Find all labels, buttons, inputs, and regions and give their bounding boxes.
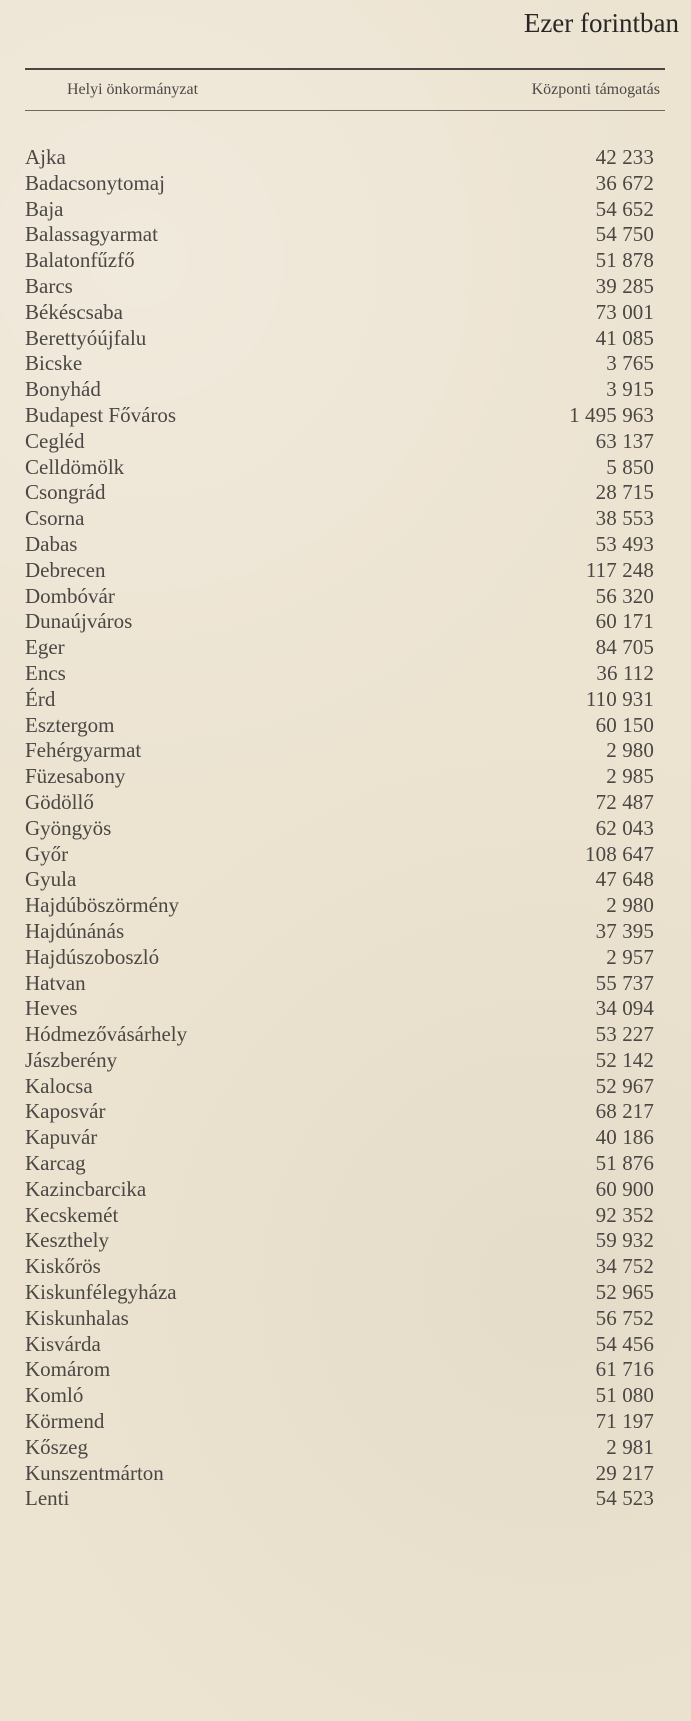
municipality-name: Hódmezővásárhely — [25, 1022, 188, 1047]
table-row — [25, 945, 654, 971]
support-value: 2 957 — [606, 944, 654, 969]
municipality-name: Heves — [25, 996, 78, 1021]
municipality-name: Hajdúszoboszló — [25, 944, 160, 969]
table-row — [25, 506, 654, 532]
municipality-name: Esztergom — [25, 712, 115, 737]
municipality-name: Füzesabony — [25, 764, 126, 789]
municipality-name: Kazincbarcika — [25, 1176, 147, 1201]
table-row — [25, 197, 654, 223]
support-value: 52 142 — [595, 1047, 654, 1072]
municipality-name: Dunaújváros — [25, 609, 133, 634]
municipality-name: Lenti — [25, 1486, 70, 1511]
municipality-name: Celldömölk — [25, 454, 125, 479]
table-row — [25, 1151, 654, 1177]
support-value: 54 750 — [595, 222, 654, 247]
table-row — [25, 687, 654, 713]
support-value: 2 980 — [606, 893, 654, 918]
table-row — [25, 1306, 654, 1332]
support-value: 108 647 — [585, 841, 654, 866]
municipality-name: Encs — [25, 660, 66, 685]
municipality-name: Bonyhád — [25, 377, 101, 402]
support-value: 60 150 — [595, 712, 654, 737]
support-value: 59 932 — [595, 1228, 654, 1253]
municipality-name: Kisvárda — [25, 1331, 101, 1356]
support-value: 68 217 — [595, 1099, 654, 1124]
table-row — [25, 1177, 654, 1203]
table-row — [25, 1074, 654, 1100]
table-row — [25, 1203, 654, 1229]
support-value: 2 985 — [606, 764, 654, 789]
municipality-name: Jászberény — [25, 1047, 118, 1072]
support-value: 61 716 — [595, 1357, 654, 1382]
municipality-name: Győr — [25, 841, 69, 866]
table-row — [25, 532, 654, 558]
table-row — [25, 145, 654, 171]
municipality-name: Eger — [25, 635, 65, 660]
municipality-name: Dombóvár — [25, 583, 115, 608]
table-row — [25, 1435, 654, 1461]
support-value: 71 197 — [595, 1409, 654, 1434]
municipality-name: Kiskunhalas — [25, 1305, 129, 1330]
support-value: 28 715 — [595, 480, 654, 505]
table-row — [25, 1048, 654, 1074]
table-row — [25, 300, 654, 326]
table-row — [25, 1099, 654, 1125]
support-value: 51 080 — [595, 1383, 654, 1408]
table-row — [25, 248, 654, 274]
table-row — [25, 1383, 654, 1409]
column-header-central-support: Központi támogatás — [531, 81, 660, 98]
municipality-name: Keszthely — [25, 1228, 109, 1253]
municipality-name: Kecskemét — [25, 1202, 119, 1227]
municipality-name: Kiskőrös — [25, 1254, 101, 1279]
municipality-name: Barcs — [25, 273, 73, 298]
support-value: 54 652 — [595, 196, 654, 221]
table-row — [25, 1254, 654, 1280]
table-row — [25, 558, 654, 584]
table-row — [25, 377, 654, 403]
support-value: 40 186 — [595, 1125, 654, 1150]
table-row — [25, 893, 654, 919]
table-row — [25, 1486, 654, 1512]
municipality-name: Bicske — [25, 351, 83, 376]
municipality-name: Komárom — [25, 1357, 111, 1382]
support-value: 36 672 — [595, 170, 654, 195]
municipality-name: Debrecen — [25, 557, 106, 582]
municipality-name: Érd — [25, 686, 56, 711]
table-row — [25, 480, 654, 506]
data-table — [25, 145, 654, 1512]
municipality-name: Gyula — [25, 867, 77, 892]
header-rule — [25, 110, 665, 111]
support-value: 41 085 — [595, 325, 654, 350]
support-value: 55 737 — [595, 970, 654, 995]
table-row — [25, 1228, 654, 1254]
table-row — [25, 1280, 654, 1306]
support-value: 34 752 — [595, 1254, 654, 1279]
support-value: 2 981 — [606, 1434, 654, 1459]
support-value: 1 495 963 — [569, 402, 654, 427]
municipality-name: Körmend — [25, 1409, 105, 1434]
table-row — [25, 171, 654, 197]
support-value: 51 878 — [595, 248, 654, 273]
municipality-name: Csorna — [25, 506, 85, 531]
municipality-name: Kiskunfélegyháza — [25, 1280, 177, 1305]
municipality-name: Kapuvár — [25, 1125, 98, 1150]
municipality-name: Komló — [25, 1383, 84, 1408]
support-value: 53 227 — [595, 1022, 654, 1047]
support-value: 92 352 — [595, 1202, 654, 1227]
municipality-name: Balassagyarmat — [25, 222, 158, 247]
support-value: 62 043 — [595, 815, 654, 840]
support-value: 42 233 — [595, 145, 654, 169]
table-row — [25, 1332, 654, 1358]
table-row — [25, 971, 654, 997]
table-row — [25, 867, 654, 893]
support-value: 2 980 — [606, 738, 654, 763]
municipality-name: Kőszeg — [25, 1434, 88, 1459]
table-row — [25, 326, 654, 352]
municipality-name: Cegléd — [25, 428, 85, 453]
municipality-name: Gyöngyös — [25, 815, 112, 840]
table-row — [25, 1022, 654, 1048]
municipality-name: Békéscsaba — [25, 299, 123, 324]
support-value: 3 915 — [606, 377, 654, 402]
table-row — [25, 403, 654, 429]
municipality-name: Karcag — [25, 1151, 86, 1176]
municipality-name: Budapest Főváros — [25, 402, 177, 427]
table-row — [25, 919, 654, 945]
municipality-name: Ajka — [25, 145, 66, 169]
table-row — [25, 635, 654, 661]
support-value: 63 137 — [595, 428, 654, 453]
table-row — [25, 1357, 654, 1383]
support-value: 60 171 — [595, 609, 654, 634]
support-value: 53 493 — [595, 531, 654, 556]
support-value: 38 553 — [595, 506, 654, 531]
support-value: 5 850 — [606, 454, 654, 479]
support-value: 39 285 — [595, 273, 654, 298]
table-row — [25, 584, 654, 610]
support-value: 51 876 — [595, 1151, 654, 1176]
table-row — [25, 222, 654, 248]
municipality-name: Hajdúnánás — [25, 918, 125, 943]
support-value: 34 094 — [595, 996, 654, 1021]
support-value: 54 456 — [595, 1331, 654, 1356]
column-header-local-government: Helyi önkormányzat — [67, 81, 199, 98]
municipality-name: Berettyóújfalu — [25, 325, 147, 350]
table-row — [25, 609, 654, 635]
table-row — [25, 842, 654, 868]
municipality-name: Baja — [25, 196, 64, 221]
support-value: 52 965 — [595, 1280, 654, 1305]
table-row — [25, 738, 654, 764]
support-value: 117 248 — [585, 557, 654, 582]
support-value: 60 900 — [595, 1176, 654, 1201]
support-value: 52 967 — [595, 1073, 654, 1098]
support-value: 36 112 — [596, 660, 654, 685]
support-value: 54 523 — [595, 1486, 654, 1511]
unit-label: Ezer forintban — [523, 8, 679, 38]
support-value: 47 648 — [595, 867, 654, 892]
municipality-name: Gödöllő — [25, 789, 94, 814]
support-value: 84 705 — [595, 635, 654, 660]
municipality-name: Badacsonytomaj — [25, 170, 165, 195]
table-row — [25, 429, 654, 455]
municipality-name: Hatvan — [25, 970, 86, 995]
table-row — [25, 816, 654, 842]
table-row — [25, 351, 654, 377]
table-row — [25, 764, 654, 790]
municipality-name: Kaposvár — [25, 1099, 106, 1124]
municipality-name: Kunszentmárton — [25, 1460, 164, 1485]
table-row — [25, 1461, 654, 1487]
support-value: 29 217 — [595, 1460, 654, 1485]
table-row — [25, 274, 654, 300]
table-row — [25, 1125, 654, 1151]
municipality-name: Csongrád — [25, 480, 106, 505]
municipality-name: Fehérgyarmat — [25, 738, 142, 763]
support-value: 56 752 — [595, 1305, 654, 1330]
table-row — [25, 790, 654, 816]
table-row — [25, 713, 654, 739]
top-rule — [25, 68, 665, 70]
support-value: 56 320 — [595, 583, 654, 608]
table-row — [25, 455, 654, 481]
support-value: 72 487 — [595, 789, 654, 814]
support-value: 110 931 — [585, 686, 654, 711]
table-row — [25, 996, 654, 1022]
support-value: 37 395 — [595, 918, 654, 943]
table-row — [25, 661, 654, 687]
municipality-name: Balatonfűzfő — [25, 248, 135, 273]
support-value: 73 001 — [595, 299, 654, 324]
support-value: 3 765 — [606, 351, 654, 376]
municipality-name: Kalocsa — [25, 1073, 93, 1098]
table-row — [25, 1409, 654, 1435]
municipality-name: Hajdúböszörmény — [25, 893, 179, 918]
municipality-name: Dabas — [25, 531, 78, 556]
